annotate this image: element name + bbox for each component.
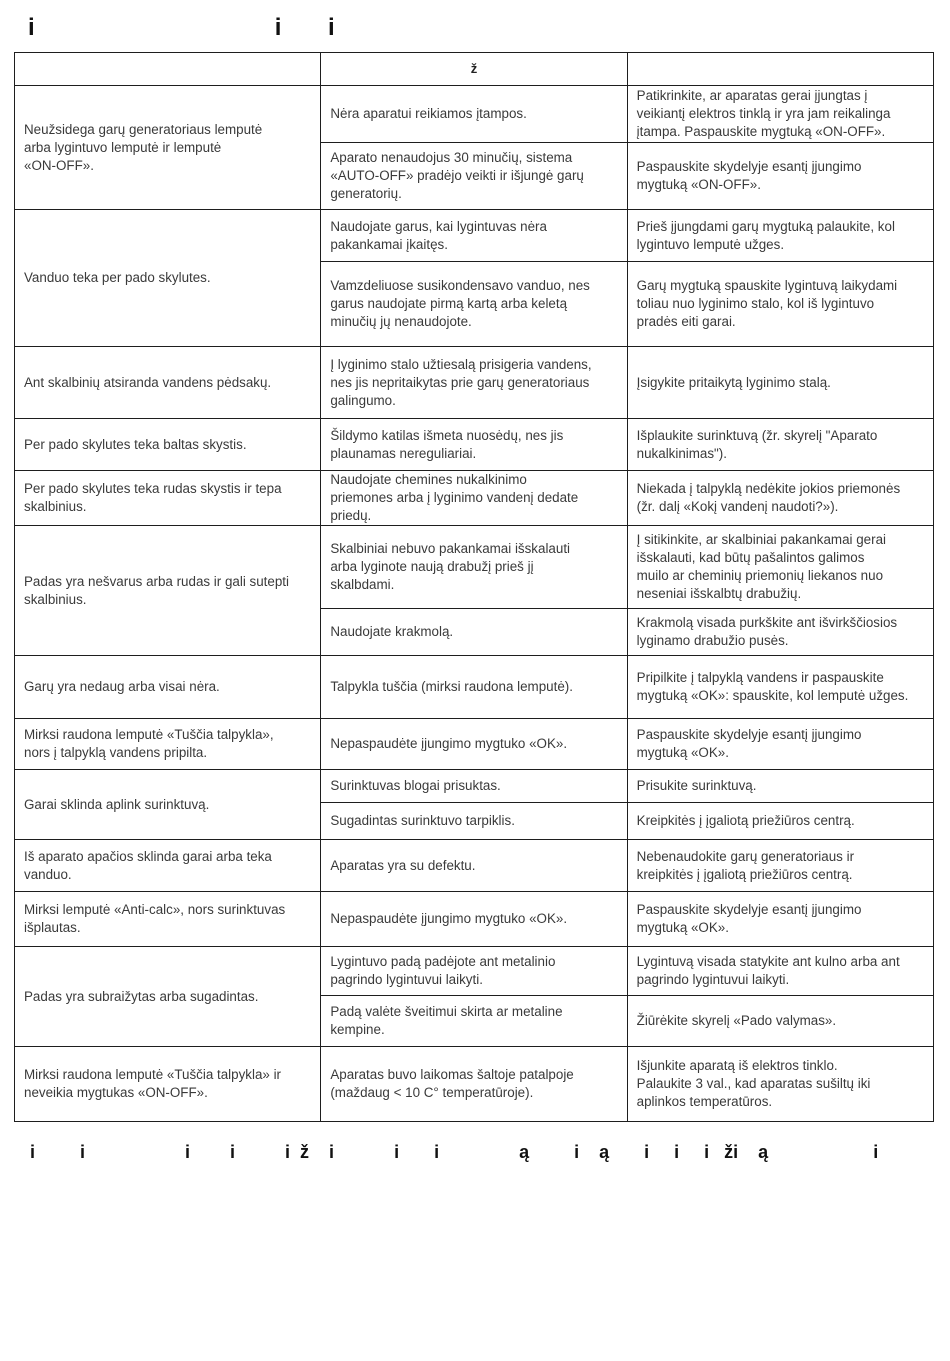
table-header: [15, 53, 934, 86]
table-row: [15, 347, 934, 419]
cause-cell: Nepaspaudėte įjungimo mygtuko «OK».: [321, 892, 627, 947]
table-row: [15, 1047, 934, 1122]
table-row: [15, 656, 934, 719]
solution-cell: Išplaukite surinktuvą (žr. skyrelį "Aparato nukalkinimas").: [627, 419, 933, 471]
cause-cell: Nėra aparatui reikiamos įtampos.: [321, 86, 627, 143]
cause-cell: Lygintuvo padą padėjote ant metalinio pagrindo lygintuvui laikyti.: [321, 947, 627, 996]
problem-cell: Padas yra nešvarus arba rudas ir gali sutepti skalbinius.: [15, 526, 321, 656]
problem-cell: Garai sklinda aplink surinktuvą.: [15, 770, 321, 840]
table-row: [15, 419, 934, 471]
cause-cell: Naudojate chemines nukalkinimo priemones arba į lyginimo vandenį dedate priedų.: [321, 471, 627, 526]
cause-cell: Surinktuvas blogai prisuktas.: [321, 770, 627, 803]
problem-cell: Mirksi lemputė «Anti-calc», nors surinktuvas išplautas.: [15, 892, 321, 947]
header-problem: [15, 53, 321, 86]
solution-cell: Krakmolą visada purkškite ant išvirkščiosios lyginamo drabužio pusės.: [627, 609, 933, 656]
problem-cell: Neužsidega garų generatoriaus lemputė arba lygintuvo lemputė ir lemputė «ON-OFF».: [15, 86, 321, 210]
table-body: [15, 86, 934, 1122]
header-cause: ž: [321, 53, 627, 86]
table-row: [15, 719, 934, 770]
cause-cell: Aparatas yra su defektu.: [321, 840, 627, 892]
solution-cell: Į sitikinkite, ar skalbiniai pakankamai gerai išskalauti, kad būtų pašalintos galimos muilo ar cheminių priemonių liekanos nuo neseniai išskalbtų drabužių.: [627, 526, 933, 609]
solution-cell: Niekada į talpyklą nedėkite jokios priemonės (žr. dalį «Kokį vandenį naudoti?»).: [627, 471, 933, 526]
table-row: [15, 947, 934, 996]
solution-cell: Įsigykite pritaikytą lyginimo stalą.: [627, 347, 933, 419]
table-row: [15, 892, 934, 947]
cause-cell: Aparato nenaudojus 30 minučių, sistema «AUTO-OFF» pradėjo veikti ir išjungė garų generatorių.: [321, 143, 627, 210]
cause-cell: Talpykla tuščia (mirksi raudona lemputė).: [321, 656, 627, 719]
table-row: [15, 86, 934, 143]
solution-cell: Pripilkite į talpyklą vandens ir paspauskite mygtuką «OK»: spauskite, kol lemputė užges.: [627, 656, 933, 719]
cause-cell: Sugadintas surinktuvo tarpiklis.: [321, 803, 627, 840]
cause-cell: Šildymo katilas išmeta nuosėdų, nes jis plaunamas nereguliariai.: [321, 419, 627, 471]
solution-cell: Paspauskite skydelyje esantį įjungimo mygtuką «OK».: [627, 892, 933, 947]
cause-cell: Nepaspaudėte įjungimo mygtuko «OK».: [321, 719, 627, 770]
troubleshooting-table: [14, 52, 934, 1122]
cause-cell: Skalbiniai nebuvo pakankamai išskalauti arba lyginote naują drabužį prieš jį skalbdami.: [321, 526, 627, 609]
problem-cell: Vanduo teka per pado skylutes.: [15, 210, 321, 347]
page-heading: i i i: [28, 14, 335, 41]
header-solution: [627, 53, 933, 86]
solution-cell: Paspauskite skydelyje esantį įjungimo mygtuką «ON-OFF».: [627, 143, 933, 210]
problem-cell: Per pado skylutes teka rudas skystis ir tepa skalbinius.: [15, 471, 321, 526]
table-row: [15, 526, 934, 609]
cause-cell: Naudojate garus, kai lygintuvas nėra pakankamai įkaitęs.: [321, 210, 627, 262]
problem-cell: Garų yra nedaug arba visai nėra.: [15, 656, 321, 719]
footer-note: i i i i i ž i i i ą i ą i i i ži ą i: [30, 1142, 879, 1162]
table-row: [15, 840, 934, 892]
solution-cell: Paspauskite skydelyje esantį įjungimo mygtuką «OK».: [627, 719, 933, 770]
problem-cell: Per pado skylutes teka baltas skystis.: [15, 419, 321, 471]
problem-cell: Mirksi raudona lemputė «Tuščia talpykla», nors į talpyklą vandens pripilta.: [15, 719, 321, 770]
header-row: [15, 53, 934, 86]
table-row: [15, 210, 934, 262]
solution-cell: Prisukite surinktuvą.: [627, 770, 933, 803]
solution-cell: Prieš įjungdami garų mygtuką palaukite, kol lygintuvo lemputė užges.: [627, 210, 933, 262]
cause-cell: Į lyginimo stalo užtiesalą prisigeria vandens, nes jis nepritaikytas prie garų generatoriaus galingumo.: [321, 347, 627, 419]
cause-cell: Naudojate krakmolą.: [321, 609, 627, 656]
cause-cell: Padą valėte šveitimui skirta ar metaline kempine.: [321, 996, 627, 1047]
table-row: [15, 471, 934, 526]
problem-cell: Padas yra subraižytas arba sugadintas.: [15, 947, 321, 1047]
solution-cell: Nebenaudokite garų generatoriaus ir kreipkitės į įgaliotą priežiūros centrą.: [627, 840, 933, 892]
problem-cell: Iš aparato apačios sklinda garai arba teka vanduo.: [15, 840, 321, 892]
table-row: [15, 770, 934, 803]
solution-cell: Išjunkite aparatą iš elektros tinklo. Palaukite 3 val., kad aparatas sušiltų iki aplinkos temperatūros.: [627, 1047, 933, 1122]
solution-cell: Kreipkitės į įgaliotą priežiūros centrą.: [627, 803, 933, 840]
cause-cell: Aparatas buvo laikomas šaltoje patalpoje (maždaug < 10 C° temperatūroje).: [321, 1047, 627, 1122]
solution-cell: Garų mygtuką spauskite lygintuvą laikydami toliau nuo lyginimo stalo, kol iš lygintuvo pradės eiti garai.: [627, 262, 933, 347]
solution-cell: Patikrinkite, ar aparatas gerai įjungtas į veikiantį elektros tinklą ir yra jam reikalinga įtampa. Paspauskite mygtuką «ON-OFF».: [627, 86, 933, 143]
problem-cell: Ant skalbinių atsiranda vandens pėdsakų.: [15, 347, 321, 419]
problem-cell: Mirksi raudona lemputė «Tuščia talpykla» ir neveikia mygtukas «ON-OFF».: [15, 1047, 321, 1122]
solution-cell: Lygintuvą visada statykite ant kulno arba ant pagrindo lygintuvui laikyti.: [627, 947, 933, 996]
solution-cell: Žiūrėkite skyrelį «Pado valymas».: [627, 996, 933, 1047]
cause-cell: Vamzdeliuose susikondensavo vanduo, nes garus naudojate pirmą kartą arba keletą minučių jų nenaudojote.: [321, 262, 627, 347]
